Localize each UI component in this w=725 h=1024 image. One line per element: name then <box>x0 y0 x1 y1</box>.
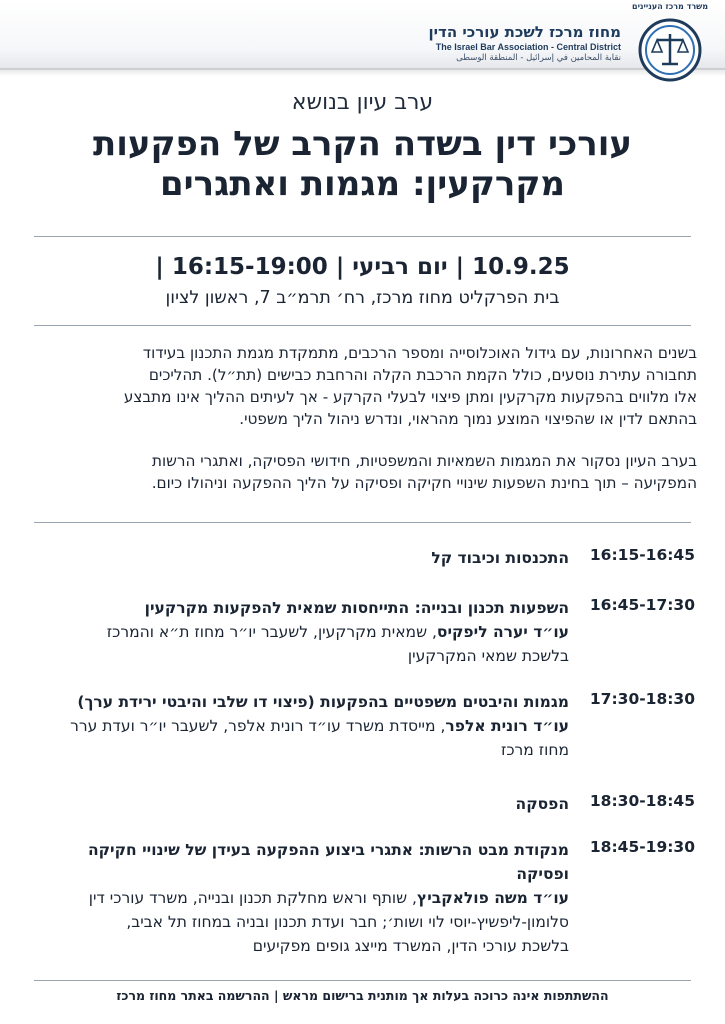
agenda-title-cont: ופסיקה <box>516 865 569 883</box>
intro-line: תחבורה עתירת נוסעים, כולל הקמת הרכבת הקלה והרחבת כבישים (תת״ל). תהליכים <box>148 366 697 384</box>
agenda-description <box>20 546 569 570</box>
agenda-description <box>20 838 569 958</box>
intro-line: אלו מלווים בהפקעות מקרקעין ומתן פיצוי לבעלי הקרקע - אך לעיתים ההליך אינו מתבצע <box>123 388 697 406</box>
intro-text <box>20 342 697 514</box>
agenda-title: השפעות תכנון ובנייה: התייחסות שמאית להפקעות מקרקעין <box>144 599 569 617</box>
event-venue: בית הפרקליט מחוז מרכז, רח׳ תרמ״ב 7, ראשון לציון <box>165 288 560 308</box>
speaker-bio-line: בלשכת שמאי המקרקעין <box>407 647 569 665</box>
agenda-time: 18:45-19:30 <box>589 838 695 856</box>
org-name-arabic: نقابة المحامين في إسرائيل - المنطقة الوسطى <box>456 53 621 63</box>
divider-footer <box>34 980 691 981</box>
header-shadow <box>0 68 725 76</box>
speaker-name: עו״ד יערה ליפקיס <box>436 623 569 641</box>
intro-paragraph-1 <box>20 342 697 430</box>
agenda-title: התכנסות וכיבוד קל <box>431 549 569 567</box>
event-title <box>20 124 705 204</box>
intro-line: בהתאם לדין או שהפיצוי המוצע נמוך מהראוי, ונדרש ניהול הליך משפטי. <box>239 410 697 428</box>
speaker-bio-line: סלומון-ליפשיץ-יוסי לוי ושות׳; חבר ועדת תכנון ובניה במחוז תל אביב, <box>126 913 569 931</box>
agenda-description <box>20 792 569 816</box>
agenda-speaker-line <box>20 714 569 738</box>
speaker-bio-line: מחוז מרכז <box>500 741 569 759</box>
intro-line: בערב העיון נסקור את המגמות השמאיות והמשפטיות, חידושי הפסיקה, ואתגרי הרשות <box>152 452 697 470</box>
divider-venue <box>34 325 691 326</box>
agenda-time: 17:30-18:30 <box>589 690 695 708</box>
divider-agenda <box>34 522 691 523</box>
agenda-description <box>20 690 569 762</box>
speaker-bio: , מייסדת משרד עו״ד רונית אלפר, לשעבר יו״ר ועדת ערר <box>70 717 446 735</box>
speaker-name: עו״ד רונית אלפר <box>445 717 569 735</box>
agenda-title: מנקודת מבט הרשות: אתגרי ביצוע ההפקעה בעידן של שינויי חקיקה <box>87 841 569 859</box>
intro-line: המפקיעה – תוך בחינת השפעות שינויי חקיקה ופסיקה על הליך ההפקעה וניהולו כיום. <box>151 474 697 492</box>
agenda-time: 18:30-18:45 <box>589 792 695 810</box>
agenda-title: מגמות והיבטים משפטיים בהפקעות (פיצוי דו שלבי והיבטי ירידת ערך) <box>77 693 569 711</box>
divider-top <box>34 236 691 237</box>
agenda-speaker-line <box>20 620 569 644</box>
speaker-bio-line: בלשכת עורכי הדין, המשרד מייצג גופים מפקיעים <box>252 937 569 955</box>
agenda-speaker-line <box>20 886 569 910</box>
organization-name <box>428 24 621 64</box>
speaker-name: עו״ד משה פולאקביץ <box>416 889 569 907</box>
agenda-title: הפסקה <box>515 795 569 813</box>
speaker-bio: , שמאית מקרקעין, לשעבר יו״ר מחוז ת״א והמרכז <box>106 623 437 641</box>
event-title-line-2: מקרקעין: מגמות ואתגרים <box>159 164 566 204</box>
org-name-english: The Israel Bar Association - Central District <box>435 42 621 52</box>
speaker-bio: , שותף וראש מחלקת תכנון ובנייה, משרד עורכי דין <box>88 889 417 907</box>
footer-note: ההשתתפות אינה כרוכה בעלות אך מותנית ברישום מראש | ההרשמה באתר מחוז מרכז <box>116 988 609 1003</box>
agenda-time: 16:15-16:45 <box>589 546 695 564</box>
event-title-line-1: עורכי דין בשדה הקרב של הפקעות <box>92 124 633 164</box>
logo-arc-text: משרד מרכז העניינים <box>632 2 708 11</box>
agenda-time: 16:45-17:30 <box>589 596 695 614</box>
agenda-description <box>20 596 569 668</box>
intro-paragraph-2 <box>20 450 697 494</box>
event-date-time: 10.9.25 | יום רביעי | 16:15-19:00 | <box>155 254 570 280</box>
intro-line: בשנים האחרונות, עם גידול האוכלוסייה ומספר הרכבים, מתמקדת מגמת התכנון בעידוד <box>142 344 697 362</box>
org-name-hebrew: מחוז מרכז לשכת עורכי הדין <box>428 23 621 41</box>
event-kicker: ערב עיון בנושא <box>291 90 434 115</box>
